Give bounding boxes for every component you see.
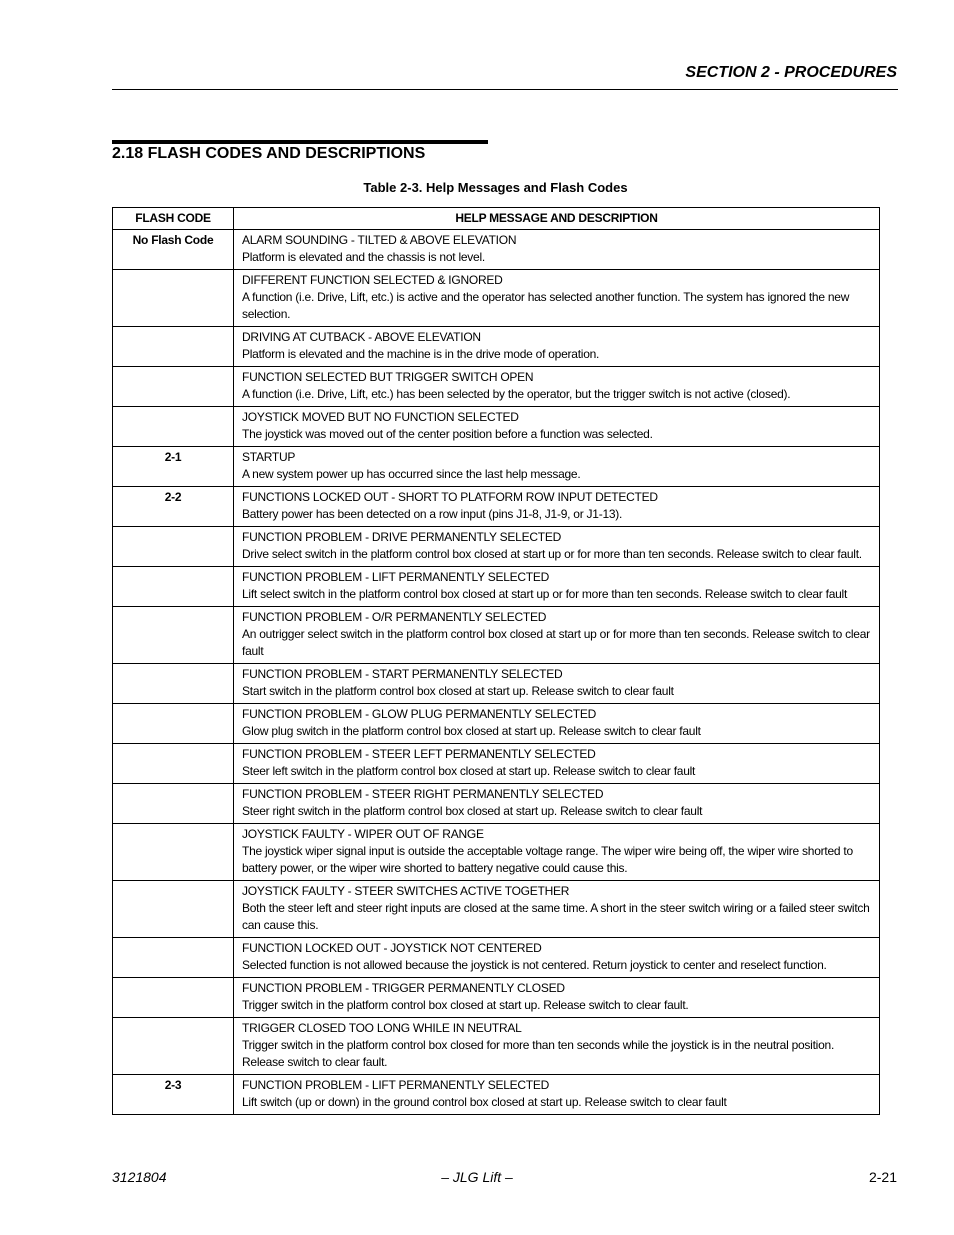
table-row (113, 230, 880, 270)
help-message-description: The joystick was moved out of the center position before a function was selected. (242, 427, 653, 441)
help-message-cell (234, 270, 880, 327)
help-message-title: FUNCTION LOCKED OUT - JOYSTICK NOT CENTERED (242, 941, 542, 955)
help-message-description: Steer right switch in the platform control box closed at start up. Release switch to clear fault (242, 804, 703, 818)
table-row (113, 367, 880, 407)
help-message-title: DRIVING AT CUTBACK - ABOVE ELEVATION (242, 330, 481, 344)
table-row (113, 881, 880, 938)
flash-code-cell (113, 527, 234, 567)
table-row (113, 527, 880, 567)
help-message-title: FUNCTION PROBLEM - STEER LEFT PERMANENTLY SELECTED (242, 747, 596, 761)
table-row (113, 1075, 880, 1115)
help-message-cell (234, 567, 880, 607)
help-message-title: FUNCTION PROBLEM - LIFT PERMANENTLY SELECTED (242, 1078, 550, 1092)
help-message-title: FUNCTION PROBLEM - GLOW PLUG PERMANENTLY SELECTED (242, 707, 597, 721)
help-message-description: Trigger switch in the platform control box closed at start up. Release switch to clear fault. (242, 998, 689, 1012)
footer-brand: – JLG Lift – (441, 1169, 513, 1185)
help-message-cell (234, 1075, 880, 1115)
help-message-description: The joystick wiper signal input is outside the acceptable voltage range. The wiper wire being off, the wiper wire shorted to battery power, or the wiper wire shorted to battery negative could cause this. (242, 844, 853, 875)
help-message-title: FUNCTION PROBLEM - TRIGGER PERMANENTLY CLOSED (242, 981, 565, 995)
table-row (113, 407, 880, 447)
table-row (113, 978, 880, 1018)
help-message-description: Drive select switch in the platform control box closed at start up or for more than ten seconds. Release switch to clear fault. (242, 547, 862, 561)
help-message-description: Steer left switch in the platform control box closed at start up. Release switch to clear fault (242, 764, 696, 778)
help-message-description: Glow plug switch in the platform control box closed at start up. Release switch to clear fault (242, 724, 701, 738)
help-message-title: JOYSTICK FAULTY - WIPER OUT OF RANGE (242, 827, 484, 841)
help-message-description: Trigger switch in the platform control box closed for more than ten seconds while the joystick is in the neutral position. Release switch to clear fault. (242, 1038, 835, 1069)
help-message-cell (234, 487, 880, 527)
help-message-title: FUNCTION PROBLEM - DRIVE PERMANENTLY SELECTED (242, 530, 562, 544)
flash-code-cell (113, 824, 234, 881)
help-message-description: Platform is elevated and the chassis is not level. (242, 250, 485, 264)
help-message-title: JOYSTICK FAULTY - STEER SWITCHES ACTIVE TOGETHER (242, 884, 570, 898)
table-caption: Table 2-3. Help Messages and Flash Codes (363, 180, 628, 195)
table-header-row (113, 208, 880, 230)
column-header-flash-code: FLASH CODE (113, 208, 234, 230)
flash-code-cell (113, 407, 234, 447)
help-message-description: Platform is elevated and the machine is in the drive mode of operation. (242, 347, 600, 361)
help-message-cell (234, 607, 880, 664)
table-row (113, 607, 880, 664)
help-message-description: A function (i.e. Drive, Lift, etc.) has been selected by the operator, but the trigger switch is not active (closed). (242, 387, 791, 401)
table-row (113, 270, 880, 327)
flash-code-cell (113, 744, 234, 784)
table-row (113, 1018, 880, 1075)
help-message-cell (234, 744, 880, 784)
table-row (113, 938, 880, 978)
help-message-cell (234, 881, 880, 938)
help-message-description: Both the steer left and steer right inputs are closed at the same time. A short in the steer switch wiring or a failed steer switch can cause this. (242, 901, 870, 932)
table-row (113, 704, 880, 744)
help-message-title: FUNCTION PROBLEM - START PERMANENTLY SELECTED (242, 667, 563, 681)
help-message-title: FUNCTIONS LOCKED OUT - SHORT TO PLATFORM ROW INPUT DETECTED (242, 490, 658, 504)
table-row (113, 327, 880, 367)
flash-code-cell (113, 607, 234, 664)
help-message-description: An outrigger select switch in the platform control box closed at start up or for more than ten seconds. Release switch to clear fault (242, 627, 870, 658)
flash-code-cell (113, 664, 234, 704)
help-message-description: Lift switch (up or down) in the ground control box closed at start up. Release switch to clear fault (242, 1095, 727, 1109)
help-message-cell (234, 704, 880, 744)
flash-code-cell (113, 327, 234, 367)
flash-code-cell (113, 938, 234, 978)
table-row (113, 567, 880, 607)
flash-code-cell (113, 270, 234, 327)
help-message-title: FUNCTION SELECTED BUT TRIGGER SWITCH OPEN (242, 370, 534, 384)
section-title: 2.18 FLASH CODES AND DESCRIPTIONS (112, 145, 426, 162)
help-message-title: FUNCTION PROBLEM - O/R PERMANENTLY SELECTED (242, 610, 547, 624)
table-row (113, 447, 880, 487)
help-message-title: ALARM SOUNDING - TILTED & ABOVE ELEVATION (242, 233, 517, 247)
help-message-cell (234, 664, 880, 704)
help-message-cell (234, 784, 880, 824)
help-message-description: Start switch in the platform control box closed at start up. Release switch to clear fault (242, 684, 674, 698)
header-rule (112, 89, 898, 90)
help-message-description: Battery power has been detected on a row input (pins J1-8, J1-9, or J1-13). (242, 507, 623, 521)
help-message-description: A new system power up has occurred since the last help message. (242, 467, 581, 481)
footer-doc-number: 3121804 (112, 1169, 167, 1185)
footer-page-number: 2-21 (868, 1169, 897, 1185)
flash-code-cell: No Flash Code (113, 230, 234, 270)
help-message-cell (234, 407, 880, 447)
help-message-title: FUNCTION PROBLEM - LIFT PERMANENTLY SELECTED (242, 570, 550, 584)
help-message-cell (234, 327, 880, 367)
help-message-cell (234, 978, 880, 1018)
flash-code-cell (113, 367, 234, 407)
help-message-description: Selected function is not allowed because the joystick is not centered. Return joystick to center and reselect function. (242, 958, 827, 972)
flash-code-cell (113, 567, 234, 607)
help-message-cell (234, 938, 880, 978)
help-message-title: FUNCTION PROBLEM - STEER RIGHT PERMANENTLY SELECTED (242, 787, 604, 801)
help-message-description: Lift select switch in the platform control box closed at start up or for more than ten seconds. Release switch to clear fault (242, 587, 848, 601)
help-message-description: A function (i.e. Drive, Lift, etc.) is active and the operator has selected another function. The system has ignored the new selection. (242, 290, 850, 321)
flash-code-cell (113, 978, 234, 1018)
column-header-help-message: HELP MESSAGE AND DESCRIPTION (234, 208, 880, 230)
help-message-title: TRIGGER CLOSED TOO LONG WHILE IN NEUTRAL (242, 1021, 522, 1035)
table-row (113, 664, 880, 704)
help-message-cell (234, 447, 880, 487)
section-header: SECTION 2 - PROCEDURES (685, 64, 897, 81)
table-row (113, 784, 880, 824)
flash-codes-table (112, 207, 880, 1115)
flash-code-cell (113, 881, 234, 938)
flash-code-cell (113, 1018, 234, 1075)
flash-code-cell: 2-1 (113, 447, 234, 487)
help-message-title: DIFFERENT FUNCTION SELECTED & IGNORED (242, 273, 503, 287)
flash-code-cell (113, 704, 234, 744)
help-message-cell (234, 230, 880, 270)
flash-code-cell: 2-2 (113, 487, 234, 527)
help-message-cell (234, 527, 880, 567)
table-row (113, 824, 880, 881)
table-body (113, 230, 880, 1115)
flash-code-cell: 2-3 (113, 1075, 234, 1115)
help-message-title: JOYSTICK MOVED BUT NO FUNCTION SELECTED (242, 410, 519, 424)
table-row (113, 487, 880, 527)
help-message-cell (234, 367, 880, 407)
help-message-cell (234, 1018, 880, 1075)
table-row (113, 744, 880, 784)
flash-code-cell (113, 784, 234, 824)
section-title-bar (112, 140, 488, 144)
help-message-cell (234, 824, 880, 881)
help-message-title: STARTUP (242, 450, 296, 464)
